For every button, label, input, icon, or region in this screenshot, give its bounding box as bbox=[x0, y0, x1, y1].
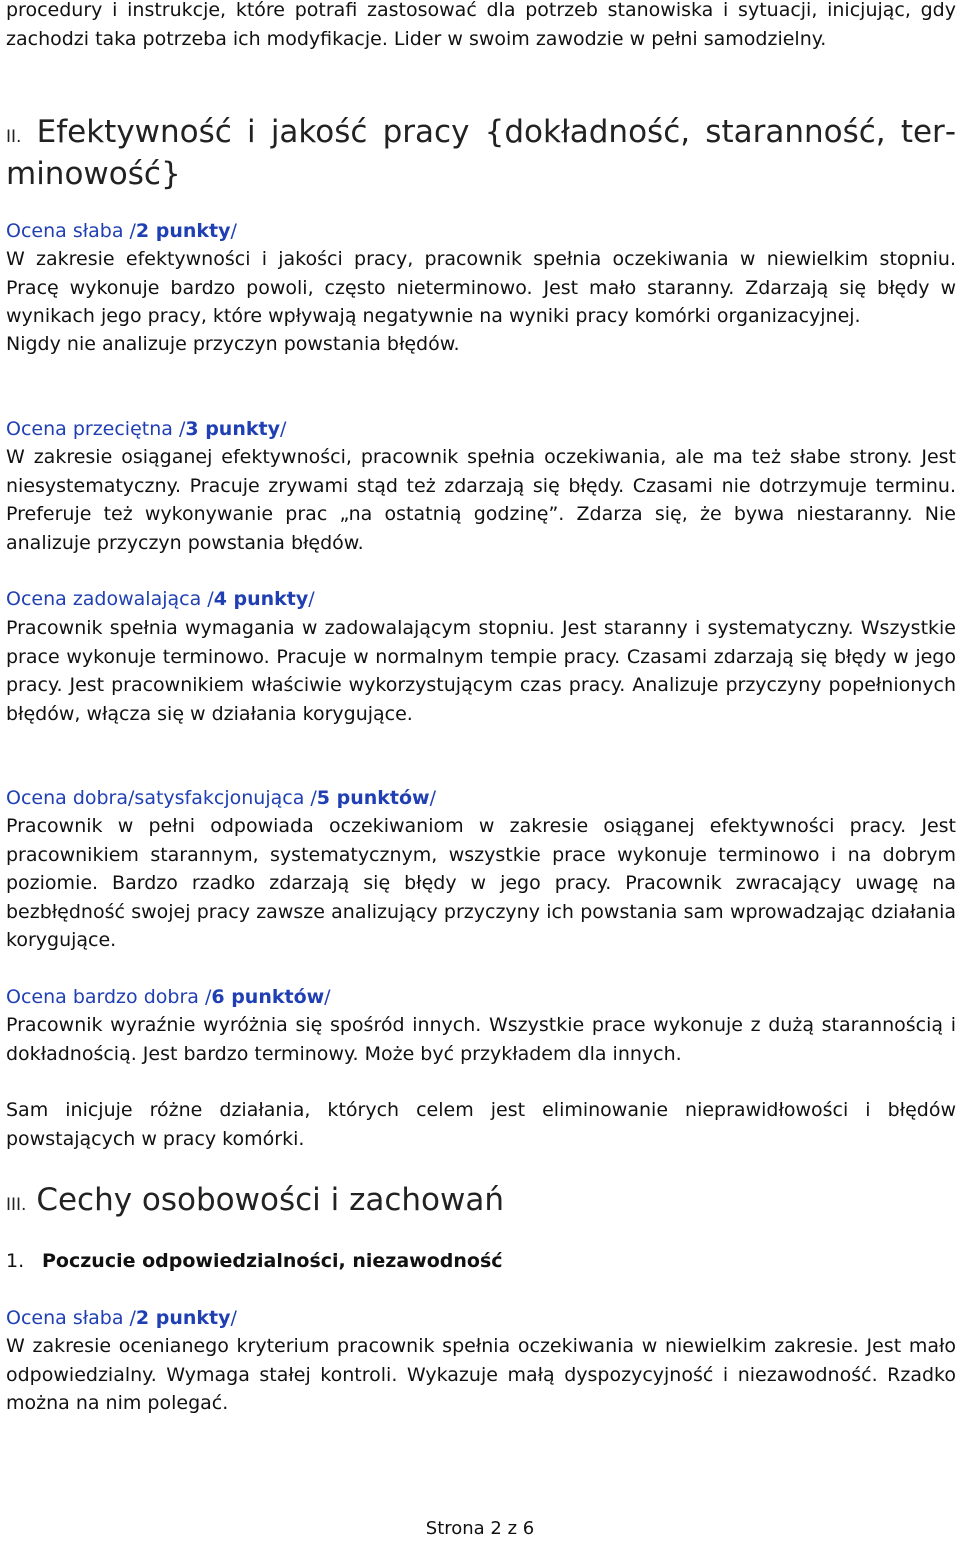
grade-average-description: W zakresie osiąganej efektywności, pracownik spełnia oczekiwania, ale ma też słabe strony. Jest niesystematyczny. Pracuje zrywami stąd też zdarzają się błędy. Czasami nie dotrzymuje terminu. Preferuje też wykonywanie prac „na ostatnią godzinę”. Zdarza się, że bywa niestaranny. Nie analizuje przyczyn powstania błędów. bbox=[6, 446, 956, 554]
grade-satisfactory-description: Pracownik spełnia wymagania w zadowalającym stopniu. Jest staranny i systematyczny. Wszystkie prace wykonuje terminowo. Pracuje w normalnym tempie pracy. Czasami zdarzają się błędy w jego pracy. Jest pracownikiem właściwie wykorzystującym czas pracy. Analizuje przyczyny popełnionych błędów, włącza się w działania korygujące. bbox=[6, 617, 956, 725]
grade-bracket-close: / bbox=[230, 1307, 237, 1329]
grade-bracket-close: / bbox=[230, 220, 237, 242]
subsection-1-number: 1. bbox=[6, 1250, 25, 1272]
grade-points: 4 punkty bbox=[213, 588, 309, 610]
grade-weak-description: W zakresie efektywności i jakości pracy, pracownik spełnia oczekiwania w niewielkim stopniu. Pracę wykonuje bardzo powoli, często nieterminowo. Jest mało staranny. Zdarzają się błędy w wynikach jego pracy, które wpływają negatywnie na wyniki pracy komórki organizacyjnej. bbox=[6, 248, 956, 327]
grade-bracket-open: / bbox=[123, 1307, 136, 1329]
page-number-footer: Strona 2 z 6 bbox=[425, 1518, 535, 1539]
grade-points: 2 punkty bbox=[135, 1307, 231, 1329]
grade-very-good-description-2: Sam inicjuje różne działania, których celem jest eliminowanie nieprawidłowości i błędów powstających w pracy komórki. bbox=[6, 1099, 956, 1150]
grade-label: Ocena dobra/satysfakcjonująca bbox=[6, 787, 305, 809]
grade-bracket-close: / bbox=[308, 588, 315, 610]
grade-weak-responsibility-description: W zakresie ocenianego kryterium pracownik spełnia oczekiwania w niewielkim zakresie. Jest mało odpowiedzialny. Wymaga stałej kontroli. Wykazuje małą dyspozycyjność i niezawodność. Rzadko można na nim polegać. bbox=[6, 1335, 956, 1414]
grade-bracket-open: / bbox=[201, 588, 214, 610]
grade-bracket-close: / bbox=[429, 787, 437, 809]
grade-bracket-open: / bbox=[172, 418, 186, 440]
grade-very-good-description: Pracownik wyraźnie wyróżnia się spośród innych. Wszystkie prace wykonuje z dużą starannością i dokładnością. Jest bardzo terminowy. Może być przykładem dla innych. bbox=[6, 1014, 956, 1065]
subsection-1-title: Poczucie odpowiedzialności, niezawodność bbox=[42, 1250, 503, 1272]
grade-bracket-close: / bbox=[324, 986, 331, 1008]
grade-bracket-open: / bbox=[198, 986, 212, 1008]
grade-label: Ocena bardzo dobra bbox=[6, 986, 199, 1008]
grade-label: Ocena słaba bbox=[6, 220, 124, 242]
subsection-1-heading bbox=[6, 1247, 956, 1275]
section-2-title: Efektywność i jakość pracy {dokładność, staranność, terminowość} bbox=[6, 114, 956, 192]
grade-points: 5 punktów bbox=[316, 787, 430, 809]
grade-bracket-open: / bbox=[304, 787, 317, 809]
section-3-heading bbox=[6, 1182, 956, 1224]
grade-points: 3 punkty bbox=[185, 418, 280, 440]
grade-weak-description-2: Nigdy nie analizuje przyczyn powstania błędów. bbox=[6, 333, 460, 355]
grade-label: Ocena zadowalająca bbox=[6, 588, 202, 610]
grade-points: 2 punkty bbox=[135, 220, 231, 242]
grade-bracket-open: / bbox=[123, 220, 136, 242]
grade-heading-satisfactory bbox=[6, 585, 315, 613]
grade-heading-very-good bbox=[6, 983, 331, 1011]
grade-heading-weak-responsibility bbox=[6, 1304, 237, 1332]
grade-heading-weak bbox=[6, 217, 237, 245]
grade-heading-average bbox=[6, 415, 286, 443]
grade-label: Ocena słaba bbox=[6, 1307, 124, 1329]
grade-bracket-close: / bbox=[279, 418, 287, 440]
grade-heading-good bbox=[6, 784, 436, 812]
section-2-number: II. bbox=[6, 127, 22, 147]
grade-good-description: Pracownik w pełni odpowiada oczekiwaniom w zakresie osiąganej efektywności pracy. Jest pracownikiem starannym, systematycznym, wszystkie prace wykonuje terminowo i na dobrym poziomie. Bardzo rzadko zdarzają się błędy w jego pracy. Pracownik zwracający uwagę na bezbłędność swojej pracy zawsze analizujący przyczyny ich powstania sam wprowadzając działania korygujące. bbox=[6, 815, 956, 951]
intro-paragraph: procedury i instrukcje, które potrafi zastosować dla potrzeb stanowiska i sytuacji, inicjując, gdy zachodzi taka potrzeba ich modyfikacje. Lider w swoim zawodzie w pełni samodzielny. bbox=[6, 0, 956, 50]
section-3-title: Cechy osobowości i zachowań bbox=[36, 1182, 505, 1218]
section-2-heading bbox=[6, 114, 956, 193]
grade-label: Ocena przeciętna bbox=[6, 418, 173, 440]
grade-points: 6 punktów bbox=[211, 986, 325, 1008]
section-3-number: III. bbox=[6, 1195, 27, 1215]
